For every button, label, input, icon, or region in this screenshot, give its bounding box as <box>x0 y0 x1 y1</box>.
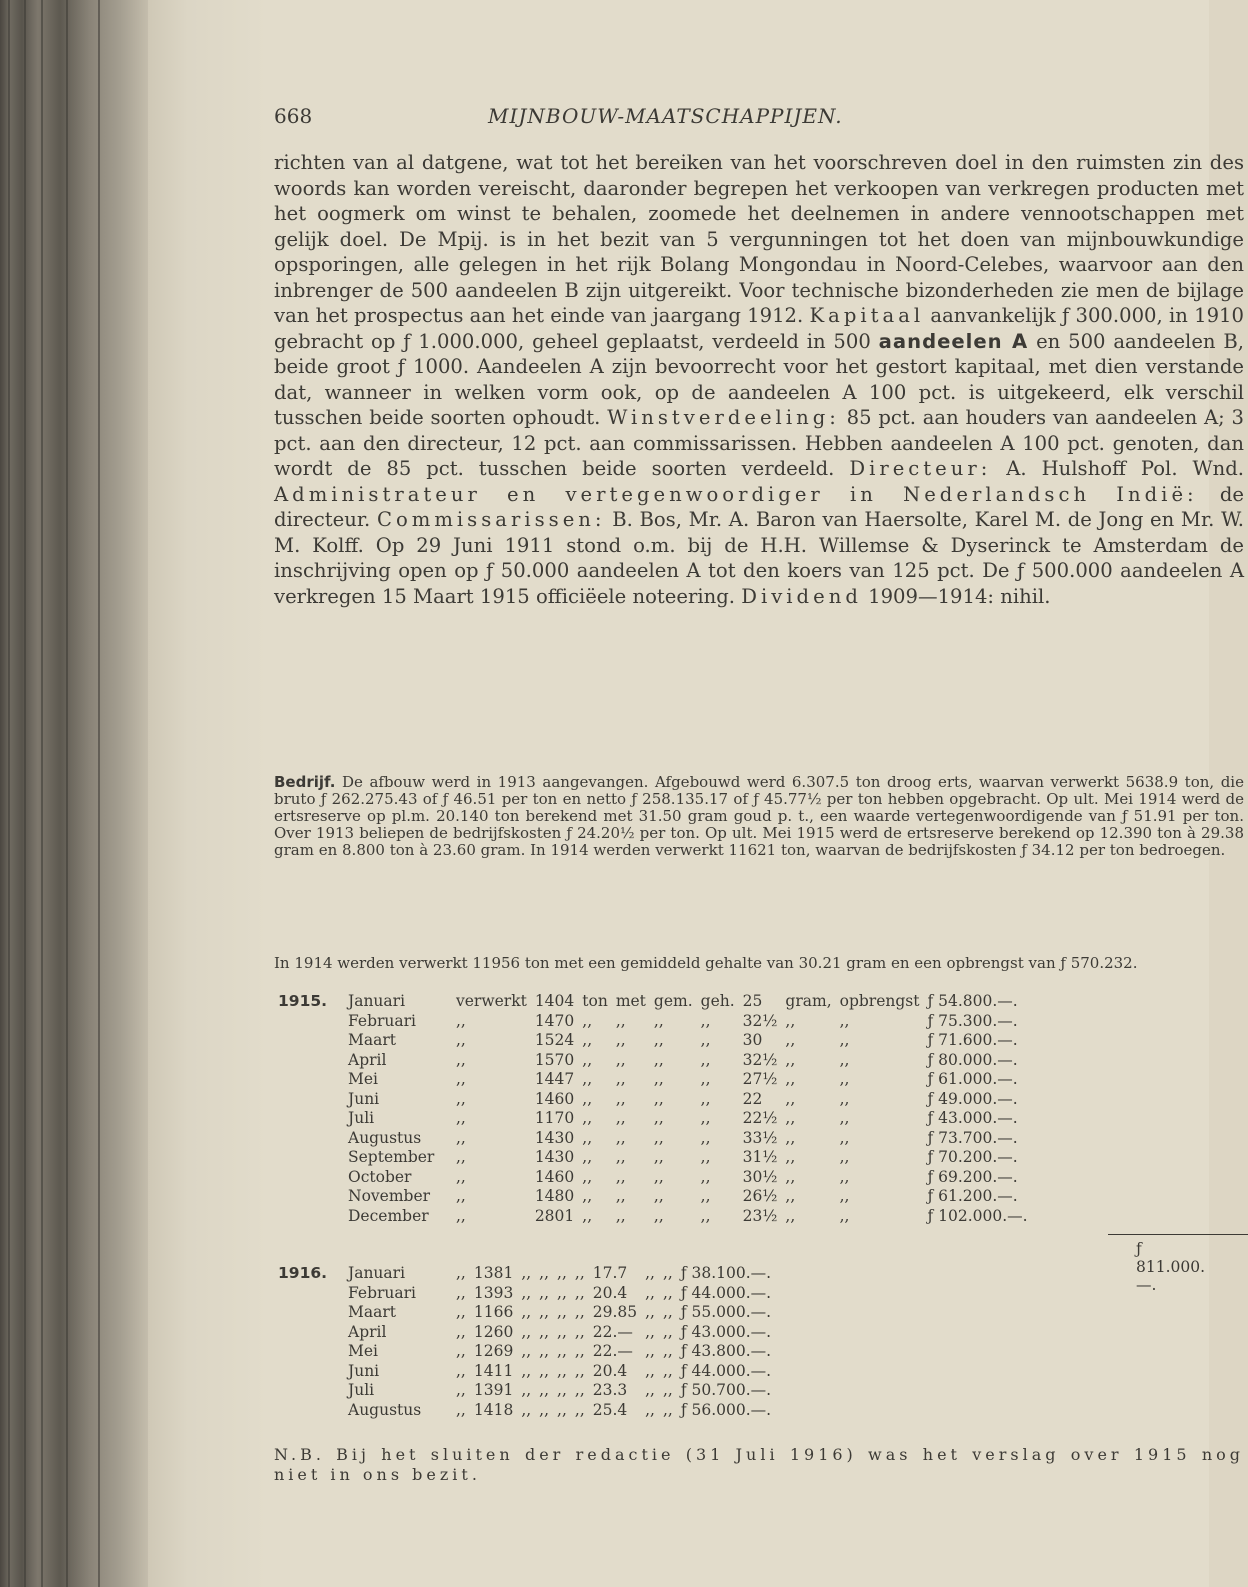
word-cell: ,, <box>574 1400 585 1419</box>
verb-cell: ,, <box>456 1070 466 1088</box>
gram-cell: ,, <box>785 1109 796 1127</box>
body-text-5: A. Hulshoff Pol. Wnd. <box>1006 457 1245 480</box>
tons-cell: 1430 <box>534 1128 575 1147</box>
tons-cell: 1524 <box>534 1031 575 1049</box>
tons-cell: 2801 <box>534 1206 575 1225</box>
word-cell: ,, <box>615 1128 626 1147</box>
word-cell: ,, <box>557 1361 567 1380</box>
amount-cell: ƒ 71.600.—. <box>927 1031 1018 1049</box>
page-header <box>148 104 1209 134</box>
unit-cell: ,, <box>521 1283 532 1302</box>
unit-cell: ,, <box>582 1128 593 1147</box>
unit-cell: ,, <box>521 1303 532 1321</box>
word-cell: ,, <box>700 1089 711 1108</box>
grade-cell: 30 <box>742 1031 763 1049</box>
year-cell <box>274 1381 344 1401</box>
gram-cell: ,, <box>645 1342 655 1360</box>
word-cell: ,, <box>574 1322 585 1341</box>
gram-cell: ,, <box>645 1264 655 1282</box>
grade-cell: 20.4 <box>592 1283 628 1302</box>
word-cell: ,, <box>700 1031 711 1049</box>
year-cell <box>274 1303 344 1323</box>
verb-cell: ,, <box>456 1050 466 1069</box>
unit-cell: ,, <box>521 1264 532 1282</box>
tons-cell: 1570 <box>534 1050 575 1069</box>
verb-cell: ,, <box>456 1381 466 1399</box>
month-cell: November <box>348 1187 431 1205</box>
body-text-7: B. Bos, Mr. A. Baron van Haersolte, Karel M. de Jong en Mr. W. M. Kolff. Op 29 Juni 1911 stond o.m. bij de H.H. Willemse & Dyserinck te Amsterdam de inschrijving open op ƒ 50.000 aandeelen A tot den koers van 125 pct. De ƒ 500.000 aandeelen A verkregen 15 Maart 1915 officiëele noteering. <box>274 508 1245 608</box>
verb-cell: ,, <box>456 1167 466 1186</box>
tons-cell: 1166 <box>473 1303 514 1321</box>
word-cell: ,, <box>615 1109 626 1127</box>
gram-cell: ,, <box>645 1400 655 1419</box>
opbrengst-cell: ,, <box>662 1361 673 1380</box>
amount-cell: ƒ 61.000.—. <box>927 1070 1018 1088</box>
tons-cell: 1404 <box>534 992 575 1010</box>
word-cell: ,, <box>615 1070 626 1088</box>
grade-cell: 25 <box>742 992 763 1010</box>
table-row <box>274 1323 775 1343</box>
amount-cell: ƒ 80.000.—. <box>927 1050 1018 1069</box>
word-cell: ,, <box>615 1148 626 1166</box>
month-cell: Augustus <box>348 1400 422 1419</box>
word-cell: ,, <box>557 1303 567 1321</box>
year-cell <box>274 1401 344 1421</box>
word-cell: ,, <box>653 1011 664 1030</box>
word-cell: ,, <box>539 1361 550 1380</box>
table-row <box>274 1187 1032 1207</box>
month-cell: Augustus <box>348 1128 422 1147</box>
word-cell: ,, <box>539 1381 550 1399</box>
verb-cell: ,, <box>456 1011 466 1030</box>
verb-cell: ,, <box>456 1089 466 1108</box>
grade-cell: 17.7 <box>592 1264 628 1282</box>
table-row <box>274 1381 775 1401</box>
production-intro: In 1914 werden verwerkt 11956 ton met een gemiddeld gehalte van 30.21 gram en een opbrengst van ƒ 570.232. <box>274 954 1138 972</box>
word-cell: ,, <box>653 1070 664 1088</box>
book-spine <box>0 0 148 1587</box>
opbrengst-cell: ,, <box>839 1148 850 1166</box>
unit-cell: ,, <box>521 1322 532 1341</box>
amount-cell: ƒ 54.800.—. <box>927 992 1018 1010</box>
production-table-1915 <box>274 992 1032 1226</box>
word-cell: ,, <box>653 1167 664 1186</box>
word-cell: geh. <box>700 992 735 1010</box>
verb-cell: ,, <box>456 1264 466 1282</box>
unit-cell: ,, <box>582 1070 593 1088</box>
word-cell: ,, <box>615 1187 626 1205</box>
opbrengst-cell: ,, <box>662 1342 673 1360</box>
table-row <box>274 1090 1032 1110</box>
grade-cell: 22 <box>742 1089 763 1108</box>
table-row <box>274 1303 775 1323</box>
word-cell: ,, <box>615 1206 626 1225</box>
year-cell <box>274 1129 344 1149</box>
month-cell: Januari <box>348 992 406 1010</box>
opbrengst-cell: opbrengst <box>839 992 920 1010</box>
year-cell <box>274 1031 344 1051</box>
grade-cell: 23½ <box>742 1206 778 1225</box>
verb-cell: ,, <box>456 1128 466 1147</box>
grade-cell: 29.85 <box>592 1303 638 1321</box>
table-row <box>274 1168 1032 1188</box>
year-cell <box>274 1168 344 1188</box>
tons-cell: 1260 <box>473 1322 514 1341</box>
unit-cell: ,, <box>582 1031 593 1049</box>
gram-cell: ,, <box>645 1361 655 1380</box>
word-cell: ,, <box>653 1148 664 1166</box>
word-cell: ,, <box>700 1148 711 1166</box>
year-cell <box>274 1187 344 1207</box>
word-cell: ,, <box>539 1303 550 1321</box>
amount-cell: ƒ 102.000.—. <box>927 1206 1028 1225</box>
amount-cell: ƒ 43.000.—. <box>680 1322 772 1341</box>
bedrijf-text: De afbouw werd in 1913 aangevangen. Afgebouwd werd 6.307.5 ton droog erts, waarvan verwerkt 5638.9 ton, die bruto ƒ 262.275.43 of ƒ 46.51 per ton en netto ƒ 258.135.17 of ƒ 45.77½ per ton hebben opgebracht. Op ult. Mei 1914 werd de ertsreserve op pl.m. 20.140 ton berekend met 31.50 gram goud p. t., een waarde vertegenwoordigende van ƒ 51.91 per ton. Over 1913 beliepen de bedrijfskosten ƒ 24.20½ per ton. Op ult. Mei 1915 werd de ertsreserve berekend op 12.390 ton à 29.38 gram en 8.800 ton à 23.60 gram. In 1914 werden verwerkt 11621 ton, waarvan de bedrijfskosten ƒ 34.12 per ton bedroegen. <box>274 773 1244 859</box>
unit-cell: ,, <box>582 1109 593 1127</box>
year-cell <box>274 1090 344 1110</box>
year-cell: 1915. <box>278 992 328 1010</box>
word-cell: ,, <box>539 1264 550 1282</box>
word-cell: gem. <box>653 992 693 1010</box>
word-cell: ,, <box>653 1206 664 1225</box>
tons-cell: 1430 <box>534 1148 575 1166</box>
kapitaal-label: Kapitaal <box>809 304 925 327</box>
gram-cell: ,, <box>645 1303 655 1321</box>
month-cell: Juli <box>348 1109 375 1127</box>
year-cell <box>274 1362 344 1382</box>
opbrengst-cell: ,, <box>839 1109 850 1127</box>
amount-cell: ƒ 61.200.—. <box>927 1187 1018 1205</box>
amount-cell: ƒ 69.200.—. <box>927 1167 1018 1186</box>
table-row <box>274 1342 775 1362</box>
amount-cell: ƒ 70.200.—. <box>927 1148 1018 1166</box>
word-cell: ,, <box>539 1342 550 1360</box>
gram-cell: gram, <box>785 992 832 1010</box>
grade-cell: 32½ <box>742 1050 778 1069</box>
grade-cell: 22½ <box>742 1109 778 1127</box>
grade-cell: 26½ <box>742 1187 778 1205</box>
word-cell: ,, <box>653 1089 664 1108</box>
book-page <box>148 0 1245 1587</box>
tons-cell: 1418 <box>473 1400 514 1419</box>
grade-cell: 30½ <box>742 1167 778 1186</box>
word-cell: ,, <box>574 1264 585 1282</box>
tons-cell: 1393 <box>473 1283 514 1302</box>
page-number: 668 <box>274 104 313 128</box>
month-cell: Juni <box>348 1089 380 1108</box>
table-row <box>274 1264 775 1284</box>
table-row <box>274 1109 1032 1129</box>
verb-cell: ,, <box>456 1303 466 1321</box>
word-cell: ,, <box>574 1303 585 1321</box>
aandeelen-a-label: aandeelen A <box>878 329 1029 353</box>
tons-cell: 1460 <box>534 1167 575 1186</box>
body-text-4: 85 pct. aan houders van aandeelen A; 3 pct. aan den directeur, 12 pct. aan commissarissen. Hebben aandeelen A 100 pct. genoten, dan wordt de 85 pct. tusschen beide soorten verdeeld. <box>274 406 1244 480</box>
year-cell <box>274 1148 344 1168</box>
word-cell: ,, <box>574 1342 585 1360</box>
bedrijf-paragraph <box>274 774 1244 859</box>
amount-cell: ƒ 75.300.—. <box>927 1011 1018 1030</box>
word-cell: ,, <box>557 1342 567 1360</box>
month-cell: Mei <box>348 1342 379 1360</box>
year-cell: 1916. <box>278 1264 328 1282</box>
verb-cell: ,, <box>456 1322 466 1341</box>
month-cell: Mei <box>348 1070 379 1088</box>
dividend-label: Dividend <box>741 584 862 608</box>
opbrengst-cell: ,, <box>662 1381 673 1399</box>
word-cell: ,, <box>574 1283 585 1302</box>
gram-cell: ,, <box>785 1011 796 1030</box>
footnote-text: N.B. Bij het sluiten der redactie (31 Juli 1916) was het verslag over 1915 nog niet in ons bezit. <box>274 1445 1244 1484</box>
unit-cell: ,, <box>582 1148 593 1166</box>
company-description <box>274 150 1244 609</box>
verb-cell: ,, <box>456 1109 466 1127</box>
amount-cell: ƒ 55.000.—. <box>680 1303 772 1321</box>
word-cell: ,, <box>557 1264 567 1282</box>
opbrengst-cell: ,, <box>839 1050 850 1069</box>
amount-cell: ƒ 73.700.—. <box>927 1128 1018 1147</box>
amount-cell: ƒ 56.000.—. <box>680 1400 772 1419</box>
opbrengst-cell: ,, <box>662 1322 673 1341</box>
year-cell <box>274 1323 344 1343</box>
total-1915: ƒ 811.000.—. <box>1136 1240 1206 1294</box>
opbrengst-cell: ,, <box>839 1011 850 1030</box>
month-cell: April <box>348 1050 387 1069</box>
verb-cell: ,, <box>456 1206 466 1225</box>
month-cell: Juli <box>348 1381 375 1399</box>
amount-cell: ƒ 43.000.—. <box>927 1109 1018 1127</box>
table-row <box>274 1070 1032 1090</box>
unit-cell: ,, <box>582 1167 593 1186</box>
amount-cell: ƒ 49.000.—. <box>927 1089 1018 1108</box>
tons-cell: 1460 <box>534 1089 575 1108</box>
grade-cell: 25.4 <box>592 1400 628 1419</box>
unit-cell: ton <box>582 992 608 1010</box>
unit-cell: ,, <box>582 1050 593 1069</box>
month-cell: Maart <box>348 1303 396 1321</box>
gram-cell: ,, <box>785 1148 796 1166</box>
word-cell: ,, <box>539 1400 550 1419</box>
month-cell: Januari <box>348 1264 406 1282</box>
opbrengst-cell: ,, <box>662 1400 673 1419</box>
grade-cell: 31½ <box>742 1148 778 1166</box>
word-cell: ,, <box>700 1050 711 1069</box>
year-cell <box>274 1109 344 1129</box>
running-title: MIJNBOUW-MAATSCHAPPIJEN. <box>488 104 843 128</box>
opbrengst-cell: ,, <box>839 1070 850 1088</box>
grade-cell: 23.3 <box>592 1381 628 1399</box>
tons-cell: 1269 <box>473 1342 514 1360</box>
word-cell: ,, <box>700 1128 711 1147</box>
gram-cell: ,, <box>785 1187 796 1205</box>
gram-cell: ,, <box>645 1381 655 1399</box>
winstverdeeling-label: Winstverdeeling: <box>607 406 840 429</box>
word-cell: ,, <box>539 1283 550 1302</box>
body-text-1: richten van al datgene, wat tot het bereiken van het voorschreven doel in den ruimsten zin des woords kan worden vereischt, daaronder begrepen het verkoopen van verkregen producten met het oogmerk om winst te behalen, zoomede het deelnemen in andere vennootschappen met gelijk doel. De Mpij. is in het bezit van 5 vergunningen tot het doen van mijnbouwkundige opsporingen, alle gelegen in het rijk Bolang Mongondau in Noord-Celebes, waarvoor aan den inbrenger de 500 aandeelen B zijn uitgereikt. Voor technische bizonderheden zie men de bijlage van het prospectus aan het einde van jaargang 1912. <box>274 151 1244 327</box>
tons-cell: 1381 <box>473 1264 514 1282</box>
unit-cell: ,, <box>521 1342 532 1360</box>
word-cell: ,, <box>557 1322 567 1341</box>
verb-cell: ,, <box>456 1283 466 1302</box>
word-cell: ,, <box>615 1011 626 1030</box>
tons-cell: 1411 <box>473 1361 514 1380</box>
amount-cell: ƒ 44.000.—. <box>680 1361 772 1380</box>
word-cell: ,, <box>574 1381 585 1399</box>
year-cell <box>274 1070 344 1090</box>
tons-cell: 1447 <box>534 1070 575 1088</box>
amount-cell: ƒ 43.800.—. <box>680 1342 772 1360</box>
table-row <box>274 1148 1032 1168</box>
word-cell: ,, <box>653 1187 664 1205</box>
opbrengst-cell: ,, <box>662 1303 673 1321</box>
grade-cell: 20.4 <box>592 1361 628 1380</box>
word-cell: ,, <box>700 1167 711 1186</box>
word-cell: ,, <box>700 1187 711 1205</box>
directeur-label: Directeur: <box>849 457 992 480</box>
amount-cell: ƒ 44.000.—. <box>680 1283 772 1302</box>
table-row <box>274 1284 775 1304</box>
month-cell: Februari <box>348 1011 417 1030</box>
year-cell <box>274 1284 344 1304</box>
word-cell: ,, <box>700 1070 711 1088</box>
word-cell: ,, <box>539 1322 550 1341</box>
month-cell: April <box>348 1322 387 1341</box>
word-cell: ,, <box>557 1283 567 1302</box>
bedrijf-label: Bedrijf. <box>274 773 336 791</box>
word-cell: ,, <box>615 1167 626 1186</box>
year-cell <box>274 1207 344 1227</box>
amount-cell: ƒ 50.700.—. <box>680 1381 772 1399</box>
administrateur-label: Administrateur en vertegenwoordiger in Nederlandsch Indië: <box>274 482 1198 506</box>
unit-cell: ,, <box>521 1400 532 1419</box>
word-cell: ,, <box>700 1206 711 1225</box>
word-cell: ,, <box>700 1109 711 1127</box>
gram-cell: ,, <box>785 1206 796 1225</box>
month-cell: December <box>348 1206 429 1225</box>
opbrengst-cell: ,, <box>839 1167 850 1186</box>
verb-cell: ,, <box>456 1400 466 1419</box>
grade-cell: 33½ <box>742 1128 778 1147</box>
table-row <box>274 1051 1032 1071</box>
word-cell: ,, <box>653 1031 664 1049</box>
commissarissen-label: Commissarissen: <box>376 508 606 531</box>
opbrengst-cell: ,, <box>839 1031 850 1049</box>
table-row <box>274 1207 1032 1227</box>
body-text-6: de directeur. <box>274 482 1244 531</box>
table-row <box>274 1031 1032 1051</box>
verb-cell: ,, <box>456 1187 466 1205</box>
tons-cell: 1480 <box>534 1187 575 1205</box>
year-cell <box>274 1012 344 1032</box>
word-cell: ,, <box>653 1050 664 1069</box>
footnote <box>274 1445 1244 1485</box>
tons-cell: 1391 <box>473 1381 514 1399</box>
grade-cell: 22.— <box>592 1322 633 1341</box>
grade-cell: 22.— <box>592 1342 633 1360</box>
table-row <box>274 1012 1032 1032</box>
unit-cell: ,, <box>582 1206 593 1225</box>
unit-cell: ,, <box>521 1381 532 1399</box>
word-cell: ,, <box>700 1011 711 1030</box>
gram-cell: ,, <box>785 1031 796 1049</box>
table-row <box>274 1401 775 1421</box>
month-cell: October <box>348 1167 412 1186</box>
year-cell <box>274 1051 344 1071</box>
table-row <box>274 1362 775 1382</box>
gram-cell: ,, <box>785 1128 796 1147</box>
verb-cell: ,, <box>456 1361 466 1380</box>
unit-cell: ,, <box>582 1011 593 1030</box>
month-cell: Februari <box>348 1283 417 1302</box>
word-cell: ,, <box>653 1109 664 1127</box>
word-cell: ,, <box>653 1128 664 1147</box>
word-cell: ,, <box>615 1031 626 1049</box>
table-row <box>274 992 1032 1012</box>
word-cell: ,, <box>557 1381 567 1399</box>
production-table-1916 <box>274 1264 775 1420</box>
opbrengst-cell: ,, <box>839 1089 850 1108</box>
unit-cell: ,, <box>582 1089 593 1108</box>
word-cell: ,, <box>557 1400 567 1419</box>
opbrengst-cell: ,, <box>839 1187 850 1205</box>
tons-cell: 1170 <box>534 1109 575 1127</box>
month-cell: Juni <box>348 1361 380 1380</box>
word-cell: ,, <box>574 1361 585 1380</box>
word-cell: ,, <box>615 1050 626 1069</box>
grade-cell: 32½ <box>742 1011 778 1030</box>
gram-cell: ,, <box>785 1070 796 1088</box>
table-row <box>274 1129 1032 1149</box>
word-cell: ,, <box>615 1089 626 1108</box>
gram-cell: ,, <box>785 1167 796 1186</box>
gram-cell: ,, <box>645 1322 655 1341</box>
unit-cell: ,, <box>582 1187 593 1205</box>
verb-cell: ,, <box>456 1342 466 1360</box>
word-cell: met <box>615 992 646 1010</box>
opbrengst-cell: ,, <box>662 1264 673 1282</box>
tons-cell: 1470 <box>534 1011 575 1030</box>
opbrengst-cell: ,, <box>662 1283 673 1302</box>
grade-cell: 27½ <box>742 1070 778 1088</box>
verb-cell: ,, <box>456 1031 466 1049</box>
body-text-3: en 500 aandeelen B, beide groot ƒ 1000. Aandeelen A zijn bevoorrecht voor het gestort kapitaal, met dien verstande dat, wanneer in welken vorm ook, op de aandeelen A 100 pct. is uitgekeerd, elk verschil tusschen beide soorten ophoudt. <box>274 329 1245 429</box>
verb-cell: verwerkt <box>456 992 527 1010</box>
month-cell: September <box>348 1148 435 1166</box>
year-cell <box>274 1342 344 1362</box>
gram-cell: ,, <box>785 1050 796 1069</box>
amount-cell: ƒ 38.100.—. <box>680 1264 772 1282</box>
month-cell: Maart <box>348 1031 396 1049</box>
verb-cell: ,, <box>456 1148 466 1166</box>
body-text-8: 1909—1914: nihil. <box>868 584 1051 608</box>
gram-cell: ,, <box>645 1283 655 1302</box>
gram-cell: ,, <box>785 1089 796 1108</box>
body-text-2: aanvankelijk ƒ 300.000, in 1910 gebracht op ƒ 1.000.000, geheel geplaatst, verdeeld in 500 <box>274 304 1244 353</box>
unit-cell: ,, <box>521 1361 532 1380</box>
opbrengst-cell: ,, <box>839 1128 850 1147</box>
opbrengst-cell: ,, <box>839 1206 850 1225</box>
total-rule <box>1108 1234 1248 1235</box>
